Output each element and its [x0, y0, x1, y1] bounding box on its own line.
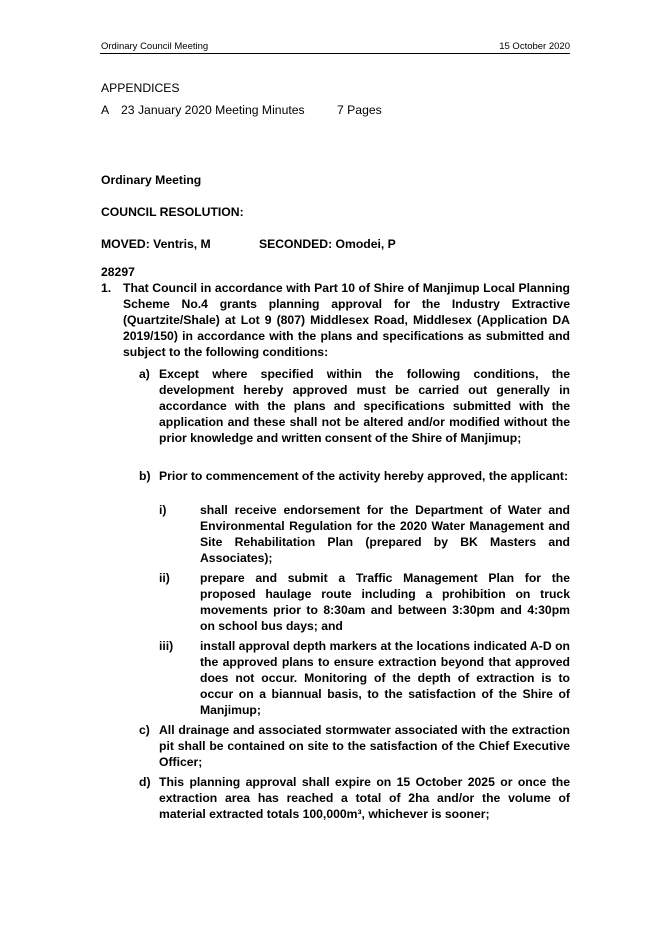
resolution-label: COUNCIL RESOLUTION: — [101, 205, 244, 219]
condition-text: Except where specified within the following conditions, the development hereby approved must be carried out generally in accordance with the plans and specifications submitted with the application and these shall not be altered and/or modified without the prior knowledge and written consent of the Shire of Manjimup; — [159, 367, 570, 445]
sub-condition-i — [159, 502, 570, 566]
header-rule — [100, 53, 570, 54]
item-text: That Council in accordance with Part 10 of Shire of Manjimup Local Planning Scheme No.4 grants planning approval for the Industry Extractive (Quartzite/Shale) at Lot 9 (807) Middlesex Road, Middlesex (Application DA 2019/150) in accordance with the plans and specifications as submitted and subject to the following conditions: — [123, 281, 570, 359]
condition-d — [123, 774, 570, 838]
sub-condition-marker: iii) — [159, 639, 174, 653]
sub-condition-text: install approval depth markers at the locations indicated A-D on the approved plans to ensure extraction beyond that approved does not occur. Monitoring of the depth of extraction is to occur on a biannual basis, to the satisfaction of the Shire of Manjimup; — [200, 639, 570, 717]
condition-a — [123, 366, 570, 462]
seconded-by: SECONDED: Omodei, P — [259, 237, 396, 251]
condition-marker: c) — [139, 723, 150, 737]
condition-marker: a) — [139, 367, 150, 381]
header-date: 15 October 2020 — [499, 41, 570, 52]
resolution-number: 28297 — [101, 265, 135, 279]
sub-condition-text: shall receive endorsement for the Department of Water and Environmental Regulation for the 2020 Water Management and Site Rehabilitation Plan (prepared by BK Masters and Associates); — [200, 503, 570, 565]
header-meeting-name: Ordinary Council Meeting — [101, 41, 209, 52]
condition-text: Prior to commencement of the activity hereby approved, the applicant: — [159, 469, 569, 483]
condition-c — [123, 722, 570, 770]
meeting-title: Ordinary Meeting — [101, 173, 202, 187]
appendix-letter: A — [101, 103, 110, 117]
sub-condition-marker: i) — [159, 503, 167, 517]
resolution-item-1 — [101, 280, 570, 360]
appendices-heading: APPENDICES — [101, 81, 180, 95]
condition-text: All drainage and associated stormwater associated with the extraction pit shall be contained on site to the satisfaction of the Chief Executive Officer; — [159, 723, 570, 769]
sub-condition-iii — [159, 638, 570, 718]
condition-marker: b) — [139, 469, 151, 483]
condition-text: This planning approval shall expire on 15 October 2025 or once the extraction area has reached a total of 2ha and/or the volume of material extracted totals 100,000m³, whichever is sooner; — [159, 775, 570, 821]
appendix-pages: 7 Pages — [337, 103, 382, 117]
sub-condition-text: prepare and submit a Traffic Management Plan for the proposed haulage route including a prohibition on truck movements prior to 8:30am and between 3:30pm and 4:30pm on school bus days; and — [200, 571, 570, 633]
page-header — [101, 41, 570, 53]
condition-marker: d) — [139, 775, 151, 789]
sub-condition-ii — [159, 570, 570, 634]
sub-condition-marker: ii) — [159, 571, 170, 585]
appendix-title: 23 January 2020 Meeting Minutes — [121, 103, 305, 117]
moved-by: MOVED: Ventris, M — [101, 237, 211, 251]
item-marker: 1. — [101, 281, 112, 295]
condition-b — [123, 468, 570, 500]
